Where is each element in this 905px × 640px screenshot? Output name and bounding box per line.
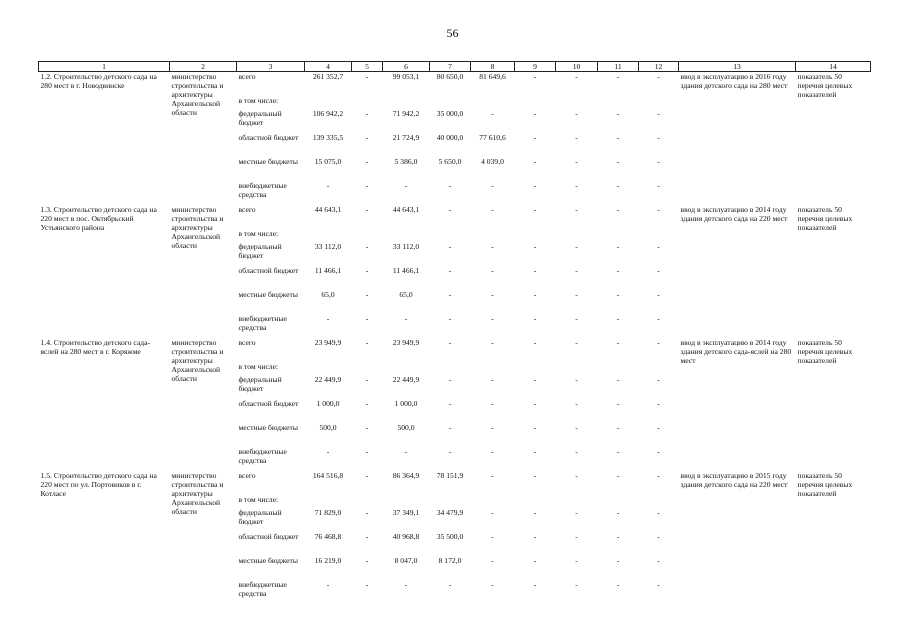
amount-cell: - xyxy=(365,579,369,589)
amount-cell: 34 479,9 xyxy=(436,507,464,517)
amount-cell: - xyxy=(491,531,494,541)
amount-cell: 78 151,9 xyxy=(436,470,464,480)
amount-cell: - xyxy=(616,579,620,589)
amount-cell: - xyxy=(657,531,660,541)
amount-cell: - xyxy=(365,313,369,323)
amount-cell: - xyxy=(491,108,494,118)
amount-cell: - xyxy=(491,422,494,432)
amount-cell: - xyxy=(533,398,537,408)
amount-cell: - xyxy=(533,180,537,190)
amount-cell: 81 649,6 xyxy=(479,72,506,81)
table-row xyxy=(39,205,871,229)
amount-cell: - xyxy=(575,72,578,81)
amount-cell: - xyxy=(657,108,660,118)
column-number-row xyxy=(39,62,871,72)
amount-cell: 1 000,0 xyxy=(394,398,418,408)
funding-source: областной бюджет xyxy=(238,531,299,541)
amount-cell: - xyxy=(657,446,660,456)
amount-cell: 65,0 xyxy=(321,289,335,299)
amount-cell: - xyxy=(404,579,408,589)
amount-cell: - xyxy=(533,108,537,118)
amount-cell: 8 047,0 xyxy=(394,555,418,565)
amount-cell: 44 643,1 xyxy=(392,204,420,214)
amount-cell: - xyxy=(616,398,620,408)
amount-cell: - xyxy=(491,337,494,347)
amount-cell: - xyxy=(491,446,494,456)
amount-cell: - xyxy=(326,579,330,589)
amount-cell: - xyxy=(365,265,369,275)
column-header: 10 xyxy=(556,62,598,72)
amount-cell xyxy=(305,362,352,375)
expected-result: ввод в эксплуатацию в 2015 году здания детского сада на 220 мест xyxy=(680,470,788,489)
amount-cell: - xyxy=(448,422,452,432)
table-row xyxy=(39,471,871,495)
amount-cell: 11 466,1 xyxy=(392,265,420,275)
amount-cell xyxy=(556,362,598,375)
column-header: 7 xyxy=(430,62,471,72)
amount-cell: - xyxy=(616,156,620,166)
amount-cell: - xyxy=(448,446,452,456)
amount-cell: - xyxy=(575,398,578,408)
amount-cell: - xyxy=(365,108,369,118)
amount-cell: - xyxy=(491,241,494,251)
amount-cell: - xyxy=(448,265,452,275)
amount-cell xyxy=(383,229,430,242)
funding-source: внебюджетные средства xyxy=(238,446,287,465)
funding-source: внебюджетные средства xyxy=(238,180,287,199)
amount-cell: - xyxy=(365,156,369,166)
amount-cell xyxy=(471,495,515,508)
expected-result: ввод в эксплуатацию в 2014 году здания детского сада-яслей на 280 мест xyxy=(680,337,792,365)
amount-cell: 22 449,9 xyxy=(392,374,420,384)
table-body xyxy=(39,72,871,604)
amount-cell xyxy=(383,362,430,375)
amount-cell: - xyxy=(575,337,578,347)
amount-cell: 22 449,9 xyxy=(314,374,342,384)
funding-source: местные бюджеты xyxy=(238,289,298,299)
funding-source: внебюджетные средства xyxy=(238,579,287,598)
amount-cell: 4 039,0 xyxy=(481,156,504,166)
amount-cell: - xyxy=(657,156,660,166)
executor-cell: министерство строительства и архитектуры Архангельской области xyxy=(171,72,224,117)
amount-cell xyxy=(639,362,679,375)
amount-cell: - xyxy=(533,132,537,142)
amount-cell: 99 053,1 xyxy=(392,72,420,81)
amount-cell: - xyxy=(533,555,537,565)
amount-cell: - xyxy=(575,579,578,589)
funding-source: внебюджетные средства xyxy=(238,313,287,332)
amount-cell xyxy=(430,495,471,508)
funding-source: областной бюджет xyxy=(238,265,299,275)
amount-cell xyxy=(305,229,352,242)
amount-cell: - xyxy=(533,374,537,384)
amount-cell: - xyxy=(448,180,452,190)
amount-cell: 5 386,0 xyxy=(394,156,418,166)
amount-cell: - xyxy=(533,446,537,456)
amount-cell: - xyxy=(533,72,537,81)
amount-cell: - xyxy=(616,313,620,323)
amount-cell: - xyxy=(448,241,452,251)
amount-cell: - xyxy=(365,289,369,299)
amount-cell: - xyxy=(616,204,620,214)
amount-cell xyxy=(598,495,639,508)
amount-cell xyxy=(305,495,352,508)
amount-cell: - xyxy=(657,241,660,251)
table-row xyxy=(39,338,871,362)
amount-cell: - xyxy=(491,470,494,480)
amount-cell: - xyxy=(533,289,537,299)
table-row xyxy=(39,72,871,96)
indicator-cell: показатель 50 перечня целевых показателей xyxy=(797,204,853,232)
amount-cell: 33 112,0 xyxy=(314,241,342,251)
amount-cell: - xyxy=(575,446,578,456)
column-header: 12 xyxy=(639,62,679,72)
amount-cell: - xyxy=(575,555,578,565)
amount-cell: - xyxy=(616,422,620,432)
amount-cell: - xyxy=(448,374,452,384)
amount-cell: 40 000,0 xyxy=(436,132,464,142)
executor-cell: министерство строительства и архитектуры Архангельской области xyxy=(171,337,224,383)
funding-source: в том числе: xyxy=(238,95,279,105)
amount-cell: - xyxy=(657,132,660,142)
amount-cell: - xyxy=(365,446,369,456)
amount-cell: - xyxy=(326,180,330,190)
amount-cell: 77 610,6 xyxy=(479,132,506,142)
funding-source: областной бюджет xyxy=(238,132,299,142)
amount-cell: - xyxy=(575,204,578,214)
amount-cell: - xyxy=(404,313,408,323)
amount-cell: - xyxy=(657,374,660,384)
amount-cell: 261 352,7 xyxy=(312,72,344,81)
amount-cell: 8 172,0 xyxy=(438,555,462,565)
amount-cell: - xyxy=(533,313,537,323)
amount-cell xyxy=(430,229,471,242)
amount-cell: - xyxy=(575,132,578,142)
funding-source: в том числе: xyxy=(238,361,279,371)
amount-cell: - xyxy=(657,265,660,275)
amount-cell: - xyxy=(616,374,620,384)
amount-cell: - xyxy=(533,422,537,432)
amount-cell: - xyxy=(575,180,578,190)
amount-cell: 33 112,0 xyxy=(392,241,420,251)
measure-title: 1.3. Строительство детского сада на 220 мест в пос. Октябрьский Устьянского района xyxy=(40,204,157,232)
amount-cell xyxy=(352,96,383,109)
column-header: 4 xyxy=(305,62,352,72)
funding-source: всего xyxy=(238,337,256,347)
funding-source: федеральный бюджет xyxy=(238,507,282,526)
amount-cell xyxy=(598,362,639,375)
column-header: 6 xyxy=(383,62,430,72)
amount-cell: - xyxy=(365,241,369,251)
amount-cell: - xyxy=(533,265,537,275)
funding-source: всего xyxy=(238,72,256,81)
amount-cell: - xyxy=(448,289,452,299)
funding-source: федеральный бюджет xyxy=(238,374,282,393)
amount-cell xyxy=(639,96,679,109)
funding-source: местные бюджеты xyxy=(238,422,298,432)
amount-cell: - xyxy=(575,156,578,166)
funding-source: федеральный бюджет xyxy=(238,241,282,260)
amount-cell: - xyxy=(657,579,660,589)
amount-cell: - xyxy=(616,72,620,81)
amount-cell: - xyxy=(326,313,330,323)
amount-cell: - xyxy=(575,422,578,432)
column-header: 9 xyxy=(515,62,556,72)
amount-cell: - xyxy=(616,289,620,299)
column-header: 14 xyxy=(796,62,871,72)
amount-cell xyxy=(639,229,679,242)
amount-cell: - xyxy=(616,507,620,517)
amount-cell: - xyxy=(575,108,578,118)
measure-title: 1.4. Строительство детского сада-яслей на 280 мест в г. Коряжме xyxy=(40,337,151,356)
amount-cell: - xyxy=(657,180,660,190)
column-header: 11 xyxy=(598,62,639,72)
amount-cell xyxy=(471,96,515,109)
amount-cell: - xyxy=(365,531,369,541)
amount-cell: - xyxy=(616,470,620,480)
funding-source: областной бюджет xyxy=(238,398,299,408)
amount-cell: - xyxy=(491,555,494,565)
amount-cell: - xyxy=(575,313,578,323)
executor-cell: министерство строительства и архитектуры Архангельской области xyxy=(171,470,224,516)
amount-cell: - xyxy=(365,374,369,384)
amount-cell: - xyxy=(657,398,660,408)
amount-cell: - xyxy=(365,180,369,190)
amount-cell: 35 500,0 xyxy=(436,531,464,541)
amount-cell: - xyxy=(657,204,660,214)
amount-cell: - xyxy=(533,241,537,251)
amount-cell: 35 000,0 xyxy=(436,108,464,118)
amount-cell: 23 949,9 xyxy=(314,337,342,347)
column-header: 2 xyxy=(170,62,237,72)
amount-cell: 139 335,5 xyxy=(312,132,344,142)
amount-cell xyxy=(352,495,383,508)
amount-cell: - xyxy=(575,374,578,384)
amount-cell: - xyxy=(616,241,620,251)
column-header: 5 xyxy=(352,62,383,72)
amount-cell: - xyxy=(365,555,369,565)
amount-cell: 21 724,9 xyxy=(392,132,420,142)
column-header: 13 xyxy=(679,62,796,72)
amount-cell xyxy=(515,362,556,375)
amount-cell: 164 516,8 xyxy=(312,470,344,480)
expected-result: ввод в эксплуатацию в 2016 году здания детского сада на 280 мест xyxy=(680,72,788,90)
amount-cell: - xyxy=(657,313,660,323)
amount-cell xyxy=(305,96,352,109)
amount-cell: - xyxy=(533,507,537,517)
measure-title: 1.5. Строительство детского сада на 220 мест по ул. Портовиков в г. Котласе xyxy=(40,470,157,498)
amount-cell xyxy=(598,229,639,242)
amount-cell: 80 650,0 xyxy=(436,72,464,81)
measure-title: 1.2. Строительство детского сада на 280 мест в г. Новодвинске xyxy=(40,72,157,90)
amount-cell xyxy=(352,362,383,375)
amount-cell: - xyxy=(657,337,660,347)
amount-cell: - xyxy=(404,180,408,190)
funding-source: в том числе: xyxy=(238,228,279,238)
amount-cell: - xyxy=(365,507,369,517)
amount-cell: 16 219,0 xyxy=(314,555,342,565)
funding-source: местные бюджеты xyxy=(238,555,298,565)
amount-cell: - xyxy=(448,337,452,347)
amount-cell: - xyxy=(657,470,660,480)
amount-cell: 1 000,0 xyxy=(316,398,340,408)
amount-cell: - xyxy=(533,579,537,589)
amount-cell: - xyxy=(616,265,620,275)
amount-cell: - xyxy=(448,579,452,589)
amount-cell xyxy=(430,362,471,375)
amount-cell: - xyxy=(533,156,537,166)
funding-source: федеральный бюджет xyxy=(238,108,282,127)
amount-cell: - xyxy=(657,507,660,517)
funding-source: всего xyxy=(238,204,256,214)
funding-source: в том числе: xyxy=(238,494,279,504)
amount-cell: 5 650,0 xyxy=(438,156,462,166)
amount-cell: - xyxy=(448,313,452,323)
amount-cell: 40 968,8 xyxy=(392,531,420,541)
amount-cell: - xyxy=(491,507,494,517)
amount-cell xyxy=(383,495,430,508)
amount-cell: - xyxy=(657,422,660,432)
amount-cell: - xyxy=(365,132,369,142)
amount-cell xyxy=(515,229,556,242)
amount-cell: - xyxy=(491,374,494,384)
amount-cell: - xyxy=(326,446,330,456)
amount-cell: - xyxy=(365,204,369,214)
amount-cell: - xyxy=(365,470,369,480)
amount-cell: - xyxy=(533,531,537,541)
amount-cell xyxy=(471,229,515,242)
amount-cell: 500,0 xyxy=(319,422,337,432)
expected-result: ввод в эксплуатацию в 2014 году здания детского сада на 220 мест xyxy=(680,204,788,223)
amount-cell: 500,0 xyxy=(397,422,415,432)
column-header: 1 xyxy=(39,62,170,72)
amount-cell: - xyxy=(616,337,620,347)
amount-cell: - xyxy=(533,470,537,480)
funding-source: местные бюджеты xyxy=(238,156,298,166)
amount-cell: - xyxy=(575,241,578,251)
amount-cell: - xyxy=(657,289,660,299)
amount-cell xyxy=(471,362,515,375)
amount-cell xyxy=(515,495,556,508)
amount-cell: - xyxy=(491,398,494,408)
amount-cell: - xyxy=(657,555,660,565)
amount-cell: - xyxy=(657,72,660,81)
amount-cell: - xyxy=(491,579,494,589)
amount-cell: - xyxy=(491,313,494,323)
amount-cell: - xyxy=(575,507,578,517)
amount-cell xyxy=(352,229,383,242)
program-table xyxy=(38,61,871,604)
amount-cell: - xyxy=(448,204,452,214)
amount-cell: - xyxy=(616,180,620,190)
amount-cell: - xyxy=(575,289,578,299)
amount-cell: - xyxy=(616,531,620,541)
amount-cell xyxy=(430,96,471,109)
amount-cell: - xyxy=(365,398,369,408)
amount-cell: 76 468,8 xyxy=(314,531,342,541)
amount-cell: - xyxy=(533,337,537,347)
amount-cell xyxy=(515,96,556,109)
amount-cell xyxy=(556,229,598,242)
amount-cell: - xyxy=(491,289,494,299)
amount-cell: - xyxy=(575,265,578,275)
amount-cell: - xyxy=(616,446,620,456)
amount-cell: 44 643,1 xyxy=(314,204,342,214)
amount-cell: 37 349,1 xyxy=(392,507,420,517)
indicator-cell: показатель 50 перечня целевых показателей xyxy=(797,337,853,365)
amount-cell xyxy=(556,495,598,508)
indicator-cell: показатель 50 перечня целевых показателей xyxy=(797,72,853,99)
amount-cell: - xyxy=(575,470,578,480)
amount-cell: - xyxy=(616,132,620,142)
amount-cell: 71 829,0 xyxy=(314,507,342,517)
amount-cell: 86 364,9 xyxy=(392,470,420,480)
amount-cell: - xyxy=(448,398,452,408)
amount-cell: 65,0 xyxy=(399,289,413,299)
amount-cell: - xyxy=(365,337,369,347)
amount-cell: - xyxy=(533,204,537,214)
amount-cell: 106 942,2 xyxy=(312,108,344,118)
amount-cell xyxy=(556,96,598,109)
amount-cell: - xyxy=(365,422,369,432)
amount-cell: - xyxy=(491,180,494,190)
column-header: 8 xyxy=(471,62,515,72)
amount-cell xyxy=(639,495,679,508)
amount-cell: 71 942,2 xyxy=(392,108,420,118)
amount-cell xyxy=(598,96,639,109)
amount-cell: - xyxy=(616,555,620,565)
page-number: 56 xyxy=(446,26,459,40)
amount-cell: - xyxy=(404,446,408,456)
executor-cell: министерство строительства и архитектуры Архангельской области xyxy=(171,204,224,250)
amount-cell: 23 949,9 xyxy=(392,337,420,347)
amount-cell: 15 075,0 xyxy=(314,156,342,166)
indicator-cell: показатель 50 перечня целевых показателей xyxy=(797,470,853,498)
amount-cell: - xyxy=(491,265,494,275)
amount-cell: 11 466,1 xyxy=(314,265,342,275)
amount-cell: - xyxy=(491,204,494,214)
amount-cell xyxy=(383,96,430,109)
column-header: 3 xyxy=(237,62,305,72)
funding-source: всего xyxy=(238,470,256,480)
amount-cell: - xyxy=(365,72,369,81)
amount-cell: - xyxy=(575,531,578,541)
amount-cell: - xyxy=(616,108,620,118)
